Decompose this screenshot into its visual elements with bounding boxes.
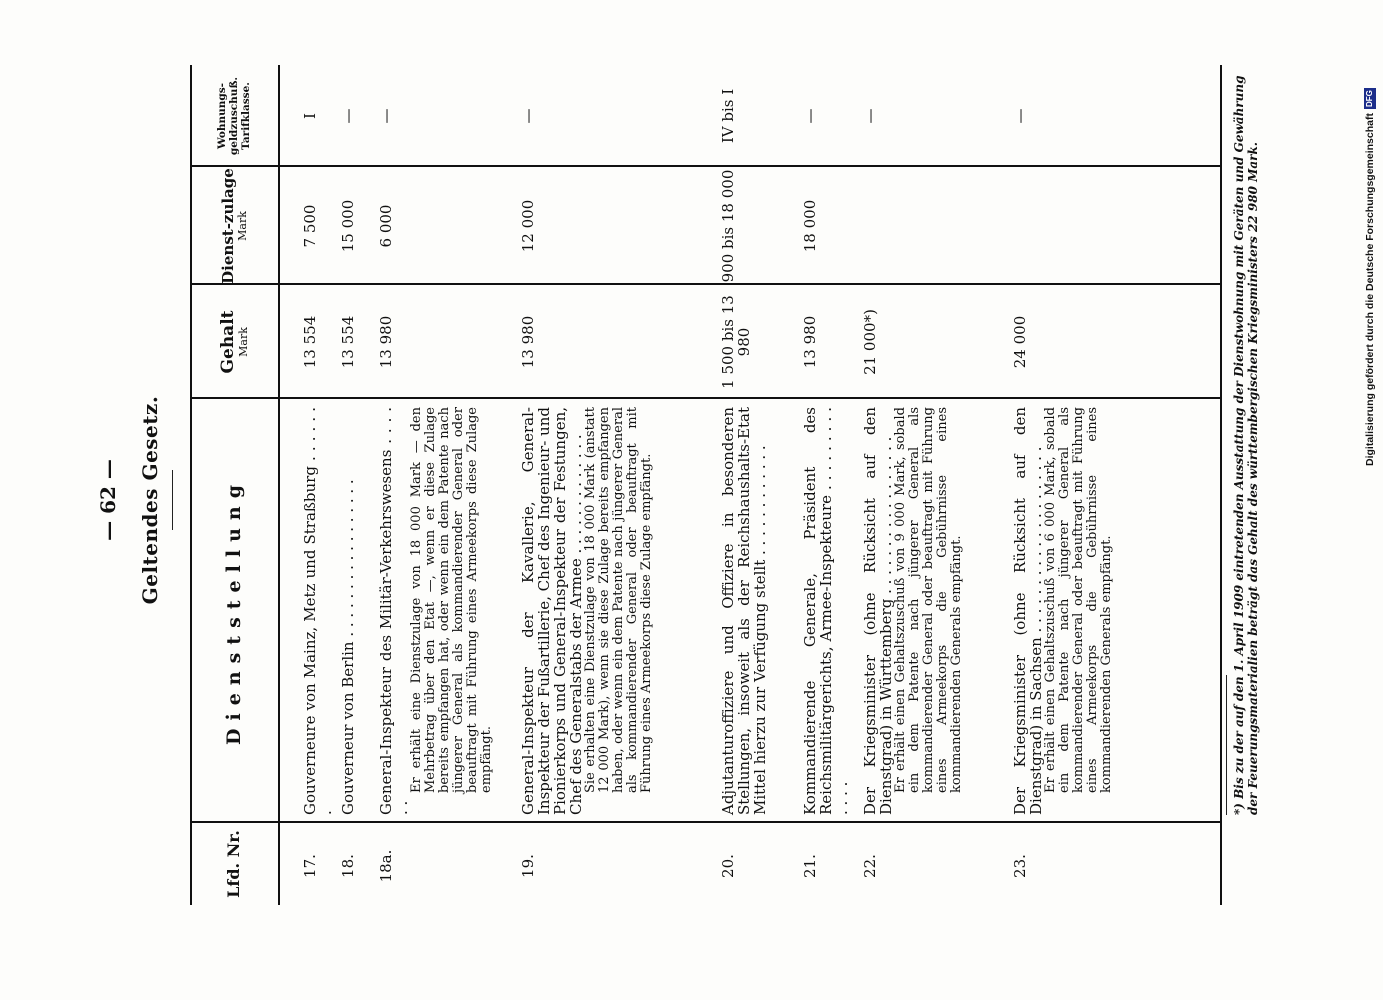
row-dienststellung xyxy=(802,407,850,815)
row-dienststellung xyxy=(340,407,356,815)
funding-note-text: Digitalisierung gefördert durch die Deutsche Forschungsgemeinschaft xyxy=(1364,113,1376,466)
page-title: Geltendes Gesetz. xyxy=(138,395,162,605)
row-wohnungsgeld: — xyxy=(339,108,357,124)
dfg-logo: DFG xyxy=(1365,90,1374,108)
row-title: Gouverneur von Berlin . . . . . . . . . . . . . . . . . xyxy=(339,479,357,815)
row-gehalt: 13 980 xyxy=(801,315,819,369)
header-zulage-label: Dienst-zulage xyxy=(219,168,237,284)
row-title: General-Inspekteur des Militär-Verkehrswesens . . . . . . xyxy=(377,407,411,815)
row-title: Der Kriegsminister (ohne Rücksicht auf den Dienstgrad) in Sachsen . . . . . . . . . . . . . . . . . . . . xyxy=(1011,407,1045,815)
row-nr: 23. xyxy=(1011,854,1029,878)
header-gehalt-unit: Mark xyxy=(237,327,250,357)
header-zulage-unit: Mark xyxy=(236,211,249,241)
row-wohnungsgeld: — xyxy=(801,108,819,124)
row-gehalt: 13 554 xyxy=(301,315,319,369)
page-number: — 62 — xyxy=(96,459,120,541)
row-dienststellung xyxy=(378,407,494,815)
row-wohnungsgeld: IV bis I xyxy=(719,88,737,144)
row-title: Der Kriegsminister (ohne Rücksicht auf den Dienstgrad) in Württemberg . . . . . . . . . . . . . . . . . xyxy=(861,407,895,815)
row-wohnungsgeld: — xyxy=(377,108,395,124)
row-wohnungsgeld: I xyxy=(301,113,319,119)
footnote-divider xyxy=(1226,675,1227,815)
row-gehalt: 13 980 xyxy=(519,315,537,369)
row-zulage: 900 bis 18 000 xyxy=(719,169,737,283)
header-gehalt xyxy=(190,285,278,399)
row-title: Kommandierende Generale, Präsident des Reichsmilitärgerichts, Armee-Inspekteure . . . . . . . . . . . . . xyxy=(801,407,851,815)
salary-table xyxy=(190,65,1222,905)
row-zulage: 6 000 xyxy=(377,204,395,248)
row-title: Gouverneure von Mainz, Metz und Straßburg . . . . . . . xyxy=(301,407,335,815)
table-bottom-rule xyxy=(1220,65,1222,905)
column-divider xyxy=(190,821,1222,823)
header-nr: Lfd. Nr. xyxy=(224,830,243,898)
table-header-rule xyxy=(278,65,280,905)
row-dienststellung xyxy=(1012,407,1114,815)
row-nr: 17. xyxy=(301,854,319,878)
row-wohnungsgeld: — xyxy=(861,108,879,124)
row-gehalt: 21 000*) xyxy=(861,309,879,375)
title-divider xyxy=(172,470,173,530)
row-nr: 21. xyxy=(801,854,819,878)
row-title: Adjutanturoffiziere und Offiziere in besonderen Stellungen, insoweit als der Reichshaushalts-Etat Mittel hierzu zur Verfügung stellt . . . . . . . . . . . . xyxy=(719,407,769,815)
row-dienststellung xyxy=(520,407,654,815)
header-gehalt-label: Gehalt xyxy=(218,310,238,374)
row-zulage: 7 500 xyxy=(301,204,319,248)
row-gehalt: 13 554 xyxy=(339,315,357,369)
row-nr: 22. xyxy=(861,854,879,878)
row-note: Er erhält eine Dienstzulage von 18 000 Mark — den Mehrbetrag über den Etat —, wenn er diese Zulage bereits empfangen hat, oder wenn ein dem Patente nach jüngerer General als kommandierender General oder beauftragt mit Führung eines Armeekorps diese Zulage empfängt. xyxy=(409,407,494,793)
row-nr: 20. xyxy=(719,854,737,878)
row-zulage: 18 000 xyxy=(801,199,819,253)
row-note: Sie erhalten eine Dienstzulage von 18 000 Mark (anstatt 12 000 Mark), wenn sie diese Zulage bereits empfangen haben, oder wenn ein dem Patente nach jüngerer General als kommandierender General oder beauftragt mit Führung eines Armeekorps diese Zulage empfängt. xyxy=(583,407,654,793)
header-zulage xyxy=(190,167,278,285)
row-wohnungsgeld: — xyxy=(519,108,537,124)
row-gehalt: 24 000 xyxy=(1011,315,1029,369)
row-note: Er erhält einen Gehaltszuschuß von 6 000 Mark, sobald ein dem Patente nach jüngerer General als kommandierender General oder beauftragt mit Führung eines Armeekorps die Gebührnisse eines kommandierenden Generals empfängt. xyxy=(1043,407,1114,793)
row-dienststellung xyxy=(862,407,964,815)
row-title: General-Inspekteur der Kavallerie, General-Inspekteur der Fußartillerie, Chef des Ingenieur- und Pionierkorps und General-Inspekteur der Festungen, Chef des Generalstabs der Armee . . . . . . . . . . . . . xyxy=(519,407,585,815)
row-nr: 18. xyxy=(339,854,357,878)
row-gehalt: 13 980 xyxy=(377,315,395,369)
row-dienststellung xyxy=(720,407,768,815)
header-dienststellung: Dienststellung xyxy=(223,477,245,745)
row-nr: 18a. xyxy=(377,849,395,883)
footnote: *) Bis zu der auf den 1. April 1909 eintretenden Ausstattung der Dienstwohnung mit Geräten und Gewährung der Feuerungsmaterialien beträgt das Gehalt des württembergischen Kriegsministers 22 980 Mark. xyxy=(1232,75,1260,815)
row-gehalt: 1 500 bis 13 980 xyxy=(719,295,753,389)
row-note: Er erhält einen Gehaltszuschuß von 9 000 Mark, sobald ein dem Patente nach jüngerer General als kommandierender General oder beauftragt mit Führung eines Armeekorps die Gebührnisse eines kommandierenden Generals empfängt. xyxy=(893,407,964,793)
row-zulage: 12 000 xyxy=(519,199,537,253)
header-wohnungsgeld: Wohnungs-geldzuschuß. Tarifklasse. xyxy=(216,76,252,156)
row-nr: 19. xyxy=(519,854,537,878)
row-dienststellung xyxy=(302,407,334,815)
row-zulage: 15 000 xyxy=(339,199,357,253)
row-wohnungsgeld: — xyxy=(1011,108,1029,124)
